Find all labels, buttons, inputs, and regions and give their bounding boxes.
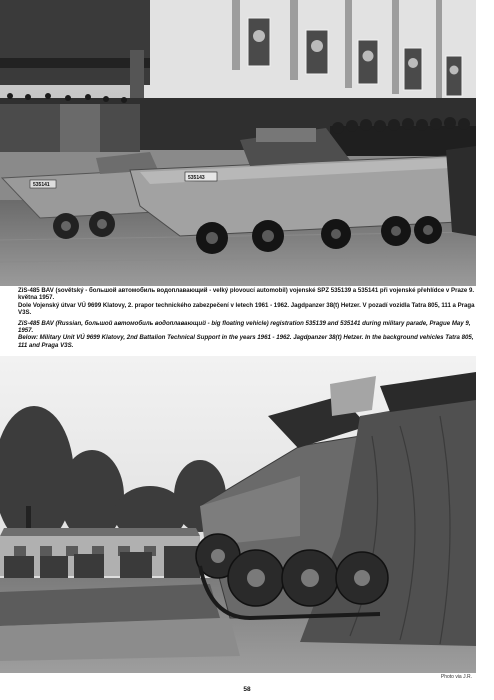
caption-czech-2: Dole Vojenský útvar VÚ 9699 Klatovy, 2. prapor technického zabezpečení v letech 1961 - 1962. Jagdpanzer 38(t) Hetzer. V pozadí vozidla Tatra 805, 111 a Praga V3S. <box>18 301 475 317</box>
caption-czech-1: ZiS-485 BAV (sovětský - большой автомобиль водоплавающий - velký plovoucí automobil) vojenské SPZ 535139 a 535141 při vojenské přehlídce v Praze 9. května 1957. <box>18 287 475 302</box>
plate-right: 535143 <box>188 175 205 181</box>
hetzer-photo <box>0 356 476 673</box>
page-number: 58 <box>243 686 251 693</box>
caption-english-2: Below: Military Unit VÚ 9699 Klatovy, 2nd Battalion Technical Support in the years 1961 - 1962. Jagdpanzer 38(t) Hetzer. In the background vehicles Tatra 805, 111 and Praga V3S. <box>18 334 474 349</box>
plate-left: 535141 <box>33 182 50 188</box>
caption-block <box>18 287 478 349</box>
photo-credit: Photo via J.R. <box>440 674 472 680</box>
caption-english-1: ZiS-485 BAV (Russian, большой автомобиль водоплавающий - big floating vehicle) registration 535139 and 535141 during military parade, Prague May 9, 1957. <box>18 319 471 335</box>
parade-photo <box>0 0 476 286</box>
